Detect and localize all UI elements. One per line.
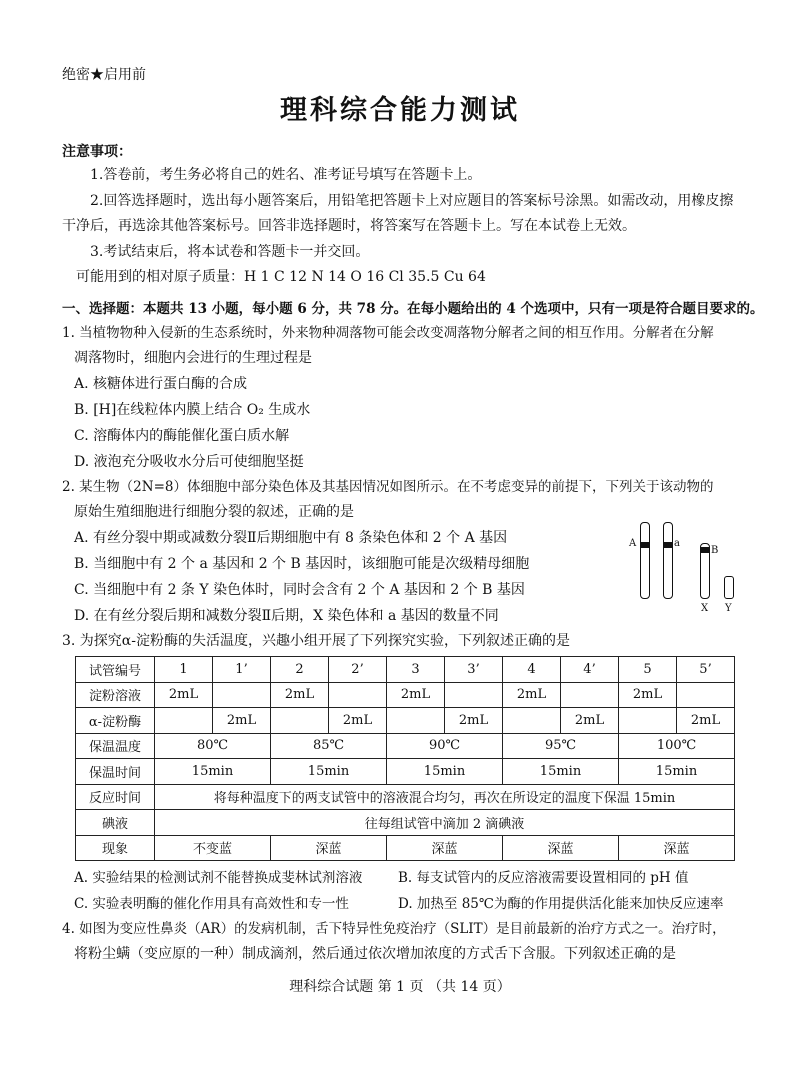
- table-cell: 2mL: [155, 682, 213, 708]
- table-cell: 保温时间: [76, 759, 155, 785]
- experiment-table: [75, 656, 735, 861]
- page-title: 理科综合能力测试: [280, 95, 520, 126]
- chromosome-2: [663, 522, 673, 599]
- table-row: [76, 682, 735, 708]
- table-cell: 试管编号: [76, 657, 155, 683]
- table-cell: 碘液: [76, 810, 155, 836]
- table-cell: 100℃: [619, 733, 735, 759]
- table-cell: [329, 682, 387, 708]
- q2-option-a: A. 有丝分裂中期或减数分裂Ⅱ后期细胞中有 8 条染色体和 2 个 A 基因: [74, 530, 508, 546]
- notice-item-2a: 2.回答选择题时，选出每小题答案后，用铅笔把答题卡上对应题目的答案标号涂黑。如需改动，用橡皮擦: [90, 193, 734, 209]
- table-cell: 深蓝: [271, 835, 387, 861]
- q1-stem-line2: 凋落物时，细胞内会进行的生理过程是: [74, 350, 312, 366]
- table-cell: 深蓝: [619, 835, 735, 861]
- q2-option-b: B. 当细胞中有 2 个 a 基因和 2 个 B 基因时，该细胞可能是次级精母细胞: [74, 556, 530, 572]
- table-cell: [271, 708, 329, 734]
- notice-item-3: 3.考试结束后，将本试卷和答题卡一并交回。: [90, 244, 370, 260]
- table-row: [76, 759, 735, 785]
- table-cell: [503, 708, 561, 734]
- q3-option-c: C. 实验表明酶的催化作用具有高效性和专一性: [74, 896, 349, 912]
- gene-label-a: a: [674, 538, 680, 549]
- q2-option-d: D. 在有丝分裂后期和减数分裂Ⅱ后期，X 染色体和 a 基因的数量不同: [74, 608, 499, 624]
- table-cell: 深蓝: [387, 835, 503, 861]
- chromosome-label-y: Y: [725, 603, 732, 614]
- gene-label-B: B: [711, 545, 719, 556]
- table-row: [76, 657, 735, 683]
- table-cell: 3: [387, 657, 445, 683]
- notice-heading: 注意事项：: [62, 144, 132, 160]
- table-cell: 2mL: [677, 708, 735, 734]
- table-cell: 2mL: [213, 708, 271, 734]
- notice-item-2b: 干净后，再选涂其他答案标号。回答非选择题时，将答案写在答题卡上。写在本试卷上无效。: [62, 218, 636, 234]
- table-cell: 4: [503, 657, 561, 683]
- table-cell: 2’: [329, 657, 387, 683]
- table-cell: 2mL: [561, 708, 619, 734]
- q1-option-c: C. 溶酶体内的酶能催化蛋白质水解: [74, 428, 290, 444]
- table-cell: α-淀粉酶: [76, 708, 155, 734]
- table-cell: 4’: [561, 657, 619, 683]
- table-cell: 2mL: [329, 708, 387, 734]
- table-cell: 2mL: [271, 682, 329, 708]
- table-cell: 2: [271, 657, 329, 683]
- q1-option-d: D. 液泡充分吸收水分后可使细胞坚挺: [74, 454, 304, 470]
- table-cell: 2mL: [387, 682, 445, 708]
- table-cell: 15min: [271, 759, 387, 785]
- table-row: [76, 810, 735, 836]
- gene-band-a: [664, 542, 672, 548]
- table-cell: 保温温度: [76, 733, 155, 759]
- table-cell: 15min: [387, 759, 503, 785]
- chromosome-label-x: X: [701, 603, 709, 614]
- table-cell: 2mL: [619, 682, 677, 708]
- q1-stem-line1: 1. 当植物物种入侵新的生态系统时，外来物种凋落物可能会改变凋落物分解者之间的相互作用。分解者在分解: [62, 325, 714, 341]
- table-cell: 15min: [503, 759, 619, 785]
- table-cell: 15min: [155, 759, 271, 785]
- table-cell: 95℃: [503, 733, 619, 759]
- table-cell: 85℃: [271, 733, 387, 759]
- gene-band-B: [701, 547, 709, 553]
- q3-stem: 3. 为探究α-淀粉酶的失活温度，兴趣小组开展了下列探究实验，下列叙述正确的是: [62, 633, 570, 649]
- table-cell: 淀粉溶液: [76, 682, 155, 708]
- table-cell: 1: [155, 657, 213, 683]
- q1-option-b: B. [H]在线粒体内膜上结合 O₂ 生成水: [74, 402, 311, 418]
- table-row: [76, 733, 735, 759]
- q4-stem-line1: 4. 如图为变应性鼻炎（AR）的发病机制，舌下特异性免疫治疗（SLIT）是目前最新的治疗方式之一。治疗时，: [62, 921, 726, 937]
- table-cell: [619, 708, 677, 734]
- table-cell: 3’: [445, 657, 503, 683]
- table-cell: [213, 682, 271, 708]
- table-cell: 不变蓝: [155, 835, 271, 861]
- table-cell: 5: [619, 657, 677, 683]
- table-cell: 15min: [619, 759, 735, 785]
- table-row: [76, 835, 735, 861]
- chromosome-1: [640, 522, 650, 599]
- q3-option-d: D. 加热至 85℃为酶的作用提供活化能来加快反应速率: [398, 896, 724, 912]
- q1-option-a: A. 核糖体进行蛋白酶的合成: [74, 376, 248, 392]
- q4-stem-line2: 将粉尘螨（变应原的一种）制成滴剂，然后通过依次增加浓度的方式舌下含服。下列叙述正确的是: [74, 946, 676, 962]
- gene-band-A: [641, 542, 649, 548]
- table-cell: 1’: [213, 657, 271, 683]
- atomic-mass: 可能用到的相对原子质量：H 1 C 12 N 14 O 16 Cl 35.5 Cu 64: [76, 269, 486, 285]
- q2-option-c: C. 当细胞中有 2 条 Y 染色体时，同时会含有 2 个 A 基因和 2 个 B 基因: [74, 582, 525, 598]
- chromosome-y: [724, 576, 734, 599]
- table-cell: [445, 682, 503, 708]
- table-cell: 往每组试管中滴加 2 滴碘液: [155, 810, 735, 836]
- section-heading: 一、选择题：本题共 13 小题，每小题 6 分，共 78 分。在每小题给出的 4 个选项中，只有一项是符合题目要求的。: [62, 301, 764, 317]
- table-cell: [561, 682, 619, 708]
- table-cell: [677, 682, 735, 708]
- table-cell: [387, 708, 445, 734]
- table-row: [76, 708, 735, 734]
- table-cell: [155, 708, 213, 734]
- table-cell: 现象: [76, 835, 155, 861]
- gene-label-A: A: [629, 538, 637, 549]
- table-cell: 将每种温度下的两支试管中的溶液混合均匀，再次在所设定的温度下保温 15min: [155, 784, 735, 810]
- q2-stem-line1: 2. 某生物（2N=8）体细胞中部分染色体及其基因情况如图所示。在不考虑变异的前提下，下列关于该动物的: [62, 479, 714, 495]
- q2-stem-line2: 原始生殖细胞进行细胞分裂的叙述，正确的是: [74, 504, 354, 520]
- q3-option-b: B. 每支试管内的反应溶液需要设置相同的 pH 值: [398, 870, 689, 886]
- table-cell: 2mL: [445, 708, 503, 734]
- confidential-mark: 绝密★启用前: [62, 67, 146, 83]
- table-cell: 2mL: [503, 682, 561, 708]
- table-cell: 80℃: [155, 733, 271, 759]
- table-row: [76, 784, 735, 810]
- q3-option-a: A. 实验结果的检测试剂不能替换成斐林试剂溶液: [74, 870, 363, 886]
- table-cell: 5’: [677, 657, 735, 683]
- table-cell: 反应时间: [76, 784, 155, 810]
- notice-item-1: 1.答卷前，考生务必将自己的姓名、准考证号填写在答题卡上。: [90, 167, 482, 183]
- table-cell: 90℃: [387, 733, 503, 759]
- page-footer: 理科综合试题 第 1 页 （共 14 页）: [289, 979, 511, 995]
- table-cell: 深蓝: [503, 835, 619, 861]
